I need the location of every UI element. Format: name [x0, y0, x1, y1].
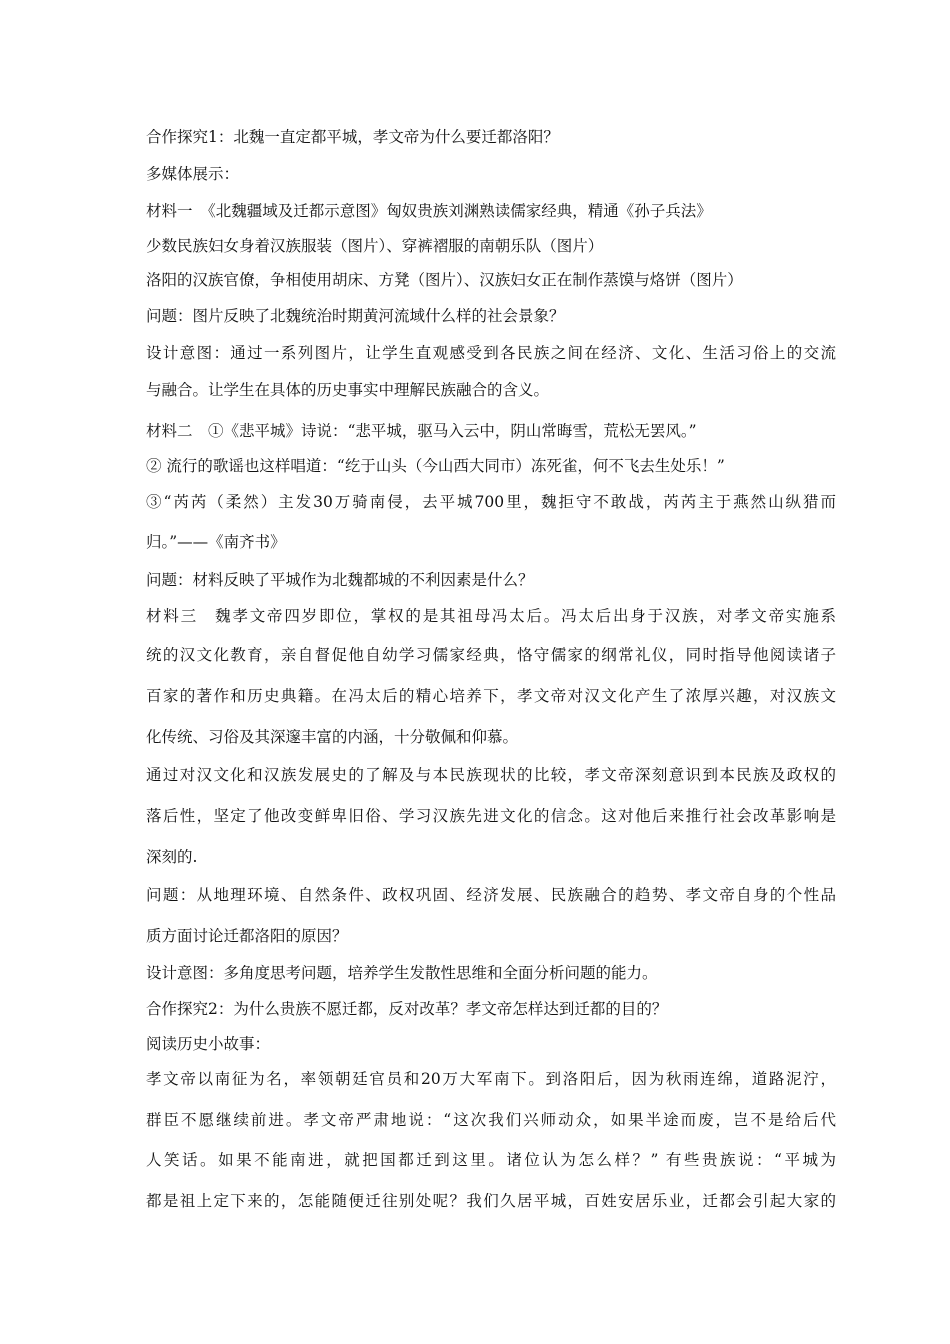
text-line: ③“芮芮（柔然）主发30万骑南侵，去平城700里，魏拒守不敢战，芮芮主于燕然山纵猎而	[146, 493, 836, 511]
text-line: 材料一 《北魏疆域及迁都示意图》匈奴贵族刘渊熟读儒家经典，精通《孙子兵法》	[146, 202, 712, 220]
text-line: 统的汉文化教育，亲自督促他自幼学习儒家经典，恪守儒家的纲常礼仪，同时指导他阅读诸子	[146, 646, 836, 664]
text-line: 深刻的.	[146, 848, 198, 866]
text-line: 材料二 ①《悲平城》诗说：“悲平城，驱马入云中，阴山常晦雪，荒松无罢风。”	[146, 422, 697, 440]
text-line: 少数民族妇女身着汉族服装（图片）、穿裤褶服的南朝乐队（图片）	[146, 237, 604, 255]
text-line: 人笑话。如果不能南进，就把国都迁到这里。诸位认为怎么样？” 有些贵族说：“平城为	[146, 1151, 836, 1169]
text-line: 设计意图：通过一系列图片，让学生直观感受到各民族之间在经济、文化、生活习俗上的交流	[146, 344, 836, 362]
text-line: 材料三 魏孝文帝四岁即位，掌权的是其祖母冯太后。冯太后出身于汉族，对孝文帝实施系	[146, 607, 836, 625]
text-line: 落后性，坚定了他改变鲜卑旧俗、学习汉族先进文化的信念。这对他后来推行社会改革影响是	[146, 807, 836, 825]
text-line: 通过对汉文化和汉族发展史的了解及与本民族现状的比较，孝文帝深刻意识到本民族及政权的	[146, 766, 836, 784]
text-line: 设计意图：多角度思考问题，培养学生发散性思维和全面分析问题的能力。	[146, 964, 658, 982]
text-line: 阅读历史小故事：	[146, 1035, 271, 1053]
text-line: 化传统、习俗及其深邃丰富的内涵，十分敬佩和仰慕。	[146, 728, 519, 746]
text-line: 孝文帝以南征为名，率领朝廷官员和20万大军南下。到洛阳后，因为秋雨连绵，道路泥泞，	[146, 1070, 836, 1088]
text-line: 合作探究2：为什么贵族不愿迁都，反对改革？孝文帝怎样达到迁都的目的？	[146, 1000, 668, 1018]
text-line: 都是祖上定下来的，怎能随便迁往别处呢？我们久居平城，百姓安居乐业，迁都会引起大家的	[146, 1192, 836, 1210]
text-line: 洛阳的汉族官僚，争相使用胡床、方凳（图片）、汉族妇女正在制作蒸馍与烙饼（图片）	[146, 271, 743, 289]
text-line: 问题：图片反映了北魏统治时期黄河流域什么样的社会景象？	[146, 307, 565, 325]
text-line: 问题：材料反映了平城作为北魏都城的不利因素是什么？	[146, 571, 534, 589]
text-line: 多媒体展示：	[146, 165, 240, 183]
text-line: 群臣不愿继续前进。孝文帝严肃地说：“这次我们兴师动众，如果半途而废，岂不是给后代	[146, 1111, 836, 1129]
text-line: 百家的著作和历史典籍。在冯太后的精心培养下，孝文帝对汉文化产生了浓厚兴趣，对汉族文	[146, 687, 836, 705]
text-line: 质方面讨论迁都洛阳的原因？	[146, 927, 348, 945]
text-line: 合作探究1：北魏一直定都平城，孝文帝为什么要迁都洛阳？	[146, 128, 559, 146]
text-line: ② 流行的歌谣也这样唱道：“纥于山头（今山西大同市）冻死雀，何不飞去生处乐！”	[146, 457, 725, 475]
text-line: 归。”——《南齐书》	[146, 533, 286, 551]
text-line: 与融合。让学生在具体的历史事实中理解民族融合的含义。	[146, 381, 550, 399]
text-line: 问题：从地理环境、自然条件、政权巩固、经济发展、民族融合的趋势、孝文帝自身的个性品	[146, 886, 836, 904]
